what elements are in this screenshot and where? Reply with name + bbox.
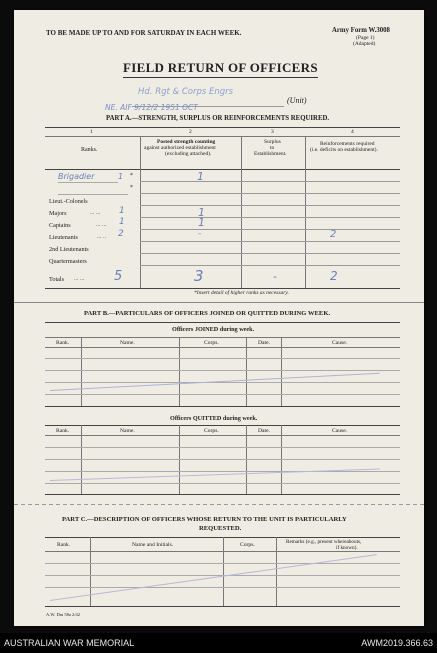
rank-write-line [58, 182, 118, 183]
footer-accession: AWM2019.366.63 [361, 638, 433, 648]
joined-header-line [45, 347, 400, 348]
archive-footer [0, 633, 437, 653]
joined-col-cause: Cause. [332, 340, 348, 346]
joined-title-line [45, 337, 400, 338]
part-c-col-name: Name and Initials. [132, 542, 174, 548]
form-sheet [14, 10, 424, 626]
quitted-bottom-border [45, 494, 400, 495]
leader-dots: ... ... [90, 210, 101, 216]
totals-reinf: 2 [330, 269, 338, 283]
row-line [45, 382, 400, 383]
col-number-3: 3 [271, 129, 274, 135]
part-a-top-border [45, 127, 400, 128]
part-c-col-remarks-l2: if known). [336, 545, 358, 551]
unit-label: (Unit) [287, 96, 307, 105]
section-divider [14, 302, 424, 303]
form-page: (Page 1) [356, 35, 375, 41]
posted-value: 1 [198, 216, 205, 229]
rank-label: Quartermasters [49, 258, 87, 265]
part-c-bottom-border [45, 606, 400, 607]
form-title: FIELD RETURN OF OFFICERS [123, 60, 318, 78]
row-line [45, 471, 400, 472]
quitted-header-line [45, 435, 400, 436]
quitted-col-cause: Cause. [332, 428, 348, 434]
joined-col-date: Date. [258, 340, 270, 346]
quitted-title: Officers QUITTED during week. [170, 415, 258, 422]
col-header-posted-l2: against authorized establishment [144, 145, 216, 151]
part-b-title: PART B.—PARTICULARS OF OFFICERS JOINED OR QUITTED DURING WEEK. [84, 310, 331, 317]
rank-count: 1 [118, 172, 124, 181]
row-line [140, 253, 400, 254]
row-line [45, 563, 400, 564]
footer-institution: AUSTRALIAN WAR MEMORIAL [4, 638, 135, 648]
row-line [45, 370, 400, 371]
fold-line [14, 504, 424, 505]
rank-label: 2nd Lieutenants [49, 246, 89, 253]
row-line [140, 217, 400, 218]
unit-handwriting-line1: Hd. Rgt & Corps Engrs [138, 87, 234, 97]
row-line [140, 181, 400, 182]
col-header-posted-l1: Posted strength counting [157, 139, 216, 145]
part-a-header-bottom [45, 169, 400, 170]
joined-col-rank: Rank. [56, 340, 70, 346]
rank-label: Lieutenants [49, 234, 78, 241]
part-c-title-l2: REQUESTED. [199, 525, 242, 532]
quitted-col-date: Date. [258, 428, 270, 434]
col-divider [223, 537, 224, 606]
col-divider [276, 537, 277, 606]
header-instruction: TO BE MADE UP TO AND FOR SATURDAY IN EACH WEEK. [46, 29, 242, 37]
col-number-4: 4 [351, 129, 354, 135]
col-divider [246, 337, 247, 406]
col-header-reinf-l2: (i.e. deficits on establishment). [310, 147, 378, 153]
posted-value: 1 [197, 170, 204, 183]
col-header-posted-l3: (excluding attached). [165, 151, 212, 157]
rank-write-line [58, 194, 128, 195]
totals-handwritten: 5 [114, 269, 123, 284]
part-a-title: PART A.—STRENGTH, SURPLUS OR REINFORCEMENTS REQUIRED. [106, 115, 330, 122]
col-header-surplus-l2: to [270, 145, 275, 151]
rank-label: Lieut.-Colonels [49, 198, 88, 205]
row-line [140, 229, 400, 230]
row-line [45, 483, 400, 484]
leader-dots: ... ... [74, 276, 85, 282]
totals-surplus: - [273, 270, 277, 283]
rank-count: 1 [119, 217, 125, 227]
row-line [140, 205, 400, 206]
posted-value: 1 [198, 206, 205, 219]
part-a-footnote: *Insert detail of higher ranks as necessary. [194, 290, 289, 296]
part-a-bottom-border [45, 288, 400, 289]
col-header-reinf-l1: Reinforcements required [320, 141, 375, 147]
row-line [45, 459, 400, 460]
totals-label: Totals [49, 276, 65, 283]
row-line [140, 193, 400, 194]
row-line [45, 358, 400, 359]
row-line [45, 447, 400, 448]
col-divider [90, 537, 91, 606]
joined-bottom-border [45, 406, 400, 407]
rank-label: Captains [49, 222, 71, 229]
col-header-ranks: Ranks. [81, 147, 98, 153]
quitted-top-border [45, 425, 400, 426]
cancel-stroke [50, 554, 377, 601]
col-number-1: 1 [90, 129, 93, 135]
joined-col-name: Name. [120, 340, 135, 346]
row-line [45, 394, 400, 395]
rank-count: 2 [118, 229, 124, 239]
col-divider [81, 337, 82, 406]
reinf-value: 2 [330, 229, 337, 240]
part-c-title-l1: PART C.—DESCRIPTION OF OFFICERS WHOSE RETURN TO THE UNIT IS PARTICULARLY [62, 516, 347, 523]
quitted-col-corps: Corps. [204, 428, 219, 434]
col-number-2: 2 [189, 129, 192, 135]
rank-label: Majors [49, 210, 67, 217]
part-c-col-corps: Corps. [240, 542, 255, 548]
leader-dots: ... .. [97, 234, 106, 240]
quitted-col-rank: Rank. [56, 428, 70, 434]
print-code: A.W. Dm 58a 2/42 [46, 612, 80, 617]
posted-value: - [198, 229, 202, 239]
joined-title: Officers JOINED during week. [172, 326, 255, 333]
rank-marker: * [130, 173, 133, 179]
row-line [140, 241, 400, 242]
rank-count: 1 [119, 206, 125, 216]
leader-dots: ... ... [96, 222, 107, 228]
col-header-surplus-l3: Establishment. [254, 151, 287, 157]
row-line [45, 587, 400, 588]
quitted-col-name: Name. [120, 428, 135, 434]
part-c-col-rank: Rank. [57, 542, 71, 548]
form-number: Army Form W.3008 [332, 27, 390, 34]
rank-marker: * [130, 185, 133, 191]
col-divider [281, 337, 282, 406]
row-line [140, 265, 400, 266]
col-divider [179, 337, 180, 406]
totals-posted: 3 [194, 267, 204, 285]
unit-handwriting-line2: NE. AIF 9/12/2 1951 OCT [105, 103, 198, 112]
joined-top-border [45, 322, 400, 323]
col-header-surplus-l1: Surplus [264, 139, 281, 145]
form-adapted: (Adapted) [353, 41, 376, 47]
rank-brigadier-handwritten: Brigadier [58, 172, 95, 181]
part-a-number-row-line [45, 136, 400, 137]
part-c-col-remarks: Remarks (e.g., present whereabouts, [286, 539, 362, 545]
joined-col-corps: Corps. [204, 340, 219, 346]
